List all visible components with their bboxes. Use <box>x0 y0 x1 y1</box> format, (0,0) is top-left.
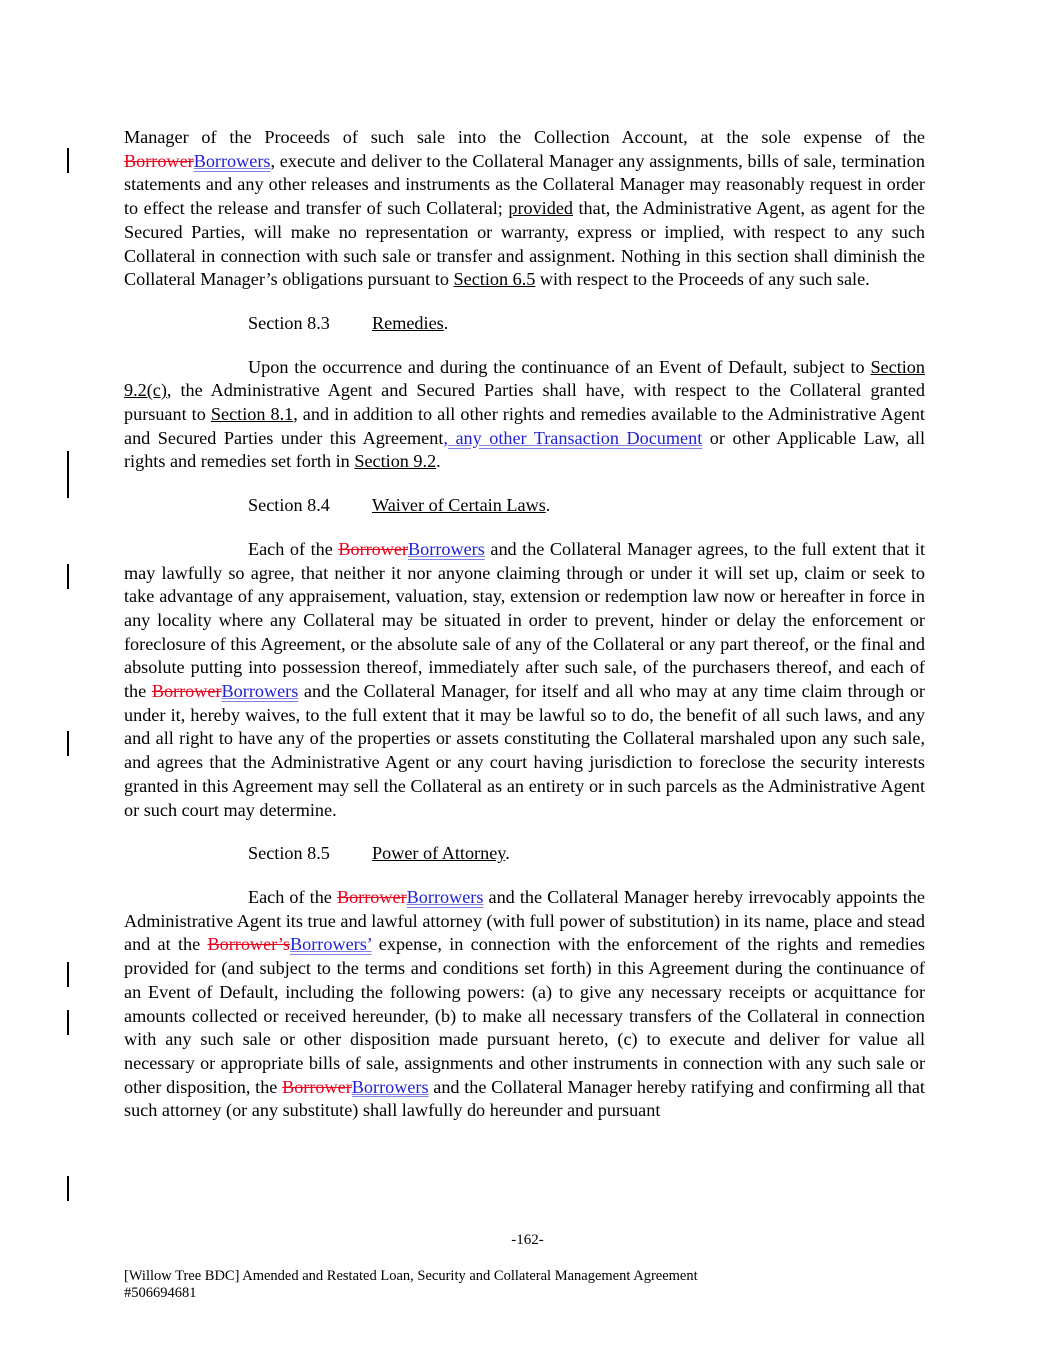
paragraph-waiver: Each of the BorrowerBorrowers and the Collateral Manager agrees, to the full extent that it may lawfully so agree, that neither it nor anyone claiming through or under it will set up, claim or seek to take advantage of any appraisement, valuation, stay, extension or redemption law now or hereafter in force in any locality where any Collateral may be situated in order to prevent, hinder or delay the enforcement or foreclosure of this Agreement, or the absolute sale of any of the Collateral or any part thereof, or the final and absolute putting into possession thereof, immediately after such sale, of the purchasers thereof, and each of the BorrowerBorrowers and the Collateral Manager, for itself and all who may at any time claim through or under it, hereby waives, to the full extent that it may be lawful so to do, the benefit of all such laws, and any and all right to have any of the properties or assets constituting the Collateral marshaled upon any such sale, and agrees that the Administrative Agent or any court having jurisdiction to foreclose the security interests granted in this Agreement may sell the Collateral as an entirety or in such parcels as the Administrative Agent or such court may determine. <box>124 538 926 820</box>
section-heading-8-4: Section 8.4 Waiver of Certain Laws. <box>248 494 925 518</box>
change-bar <box>67 451 69 498</box>
document-footer <box>124 1268 698 1302</box>
deleted-text: Borrower <box>338 538 409 559</box>
inserted-text: Borrowers <box>351 1076 429 1097</box>
section-reference[interactable]: Section 9.2(c) <box>124 356 925 401</box>
section-title: Power of Attorney <box>372 843 506 864</box>
change-bar <box>67 962 69 987</box>
change-bar <box>67 1176 69 1201</box>
inserted-text: , any other Transaction Document <box>443 427 703 448</box>
paragraph-release-collateral: Manager of the Proceeds of such sale into the Collection Account, at the sole expense of the BorrowerBorrowers, execute and deliver to the Collateral Manager any assignments, bills of sale, termination statements and any other releases and instruments as the Collateral Manager may reasonably request in order to effect the release and transfer of such Collateral; provided that, the Administrative Agent, as agent for the Secured Parties, will make no representation or warranty, express or implied, with respect to any such Collateral in connection with such sale or transfer and assignment. Nothing in this section shall diminish the Collateral Manager’s obligations pursuant to Section 6.5 with respect to the Proceeds of any such sale. <box>124 127 925 290</box>
section-heading-8-3: Section 8.3 Remedies. <box>248 312 925 336</box>
paragraph-remedies: Upon the occurrence and during the continuance of an Event of Default, subject to Section 9.2(c), the Administrative Agent and Secured Parties shall have, with respect to the Collateral granted pursuant to Section 8.1, and in addition to all other rights and remedies available to the Administrative Agent and Secured Parties under this Agreement, any other Transaction Document or other Applicable Law, all rights and remedies set forth in Section 9.2. <box>124 356 925 472</box>
section-title: Remedies <box>372 312 444 333</box>
change-bar <box>67 564 69 589</box>
section-reference[interactable]: Section 6.5 <box>453 269 536 290</box>
deleted-text: Borrower <box>336 886 407 907</box>
change-bar <box>67 148 69 173</box>
section-reference[interactable]: Section 9.2 <box>354 451 437 472</box>
paragraph-power-of-attorney: Each of the BorrowerBorrowers and the Collateral Manager hereby irrevocably appoints the Administrative Agent its true and lawful attorney (with full power of substitution) in its name, place and stead and at the Borrower’sBorrowers’ expense, in connection with the enforcement of the rights and remedies provided for (and subject to the terms and conditions set forth) in this Agreement during the continuance of an Event of Default, including the following powers: (a) to give any necessary receipts or acquittance for amounts collected or received hereunder, (b) to make all necessary transfers of the Collateral in connection with any such sale or other disposition made pursuant hereto, (c) to execute and deliver for value all necessary or appropriate bills of sale, assignments and other instruments in connection with any such sale or other disposition, the BorrowerBorrowers and the Collateral Manager hereby ratifying and confirming all that such attorney (or any substitute) shall lawfully do hereunder and pursuant <box>124 886 926 1121</box>
section-heading-8-5: Section 8.5 Power of Attorney. <box>248 842 925 866</box>
section-number: Section 8.3 <box>248 312 330 333</box>
section-number: Section 8.4 <box>248 495 330 516</box>
inserted-text: Borrowers <box>221 681 299 702</box>
inserted-text: Borrowers <box>193 150 271 171</box>
change-bar <box>67 731 69 756</box>
deleted-text: Borrower <box>282 1076 352 1097</box>
inserted-text: Borrowers’ <box>290 934 372 955</box>
footer-doc-id: #506694681 <box>124 1285 197 1301</box>
section-title: Waiver of Certain Laws <box>372 495 546 516</box>
footer-title: [Willow Tree BDC] Amended and Restated Loan, Security and Collateral Management Agreement <box>124 1268 698 1284</box>
change-bar <box>67 1010 69 1035</box>
deleted-text: Borrower <box>151 681 222 702</box>
document-page <box>124 126 925 1123</box>
inserted-text: Borrowers <box>406 886 484 907</box>
page-number: -162- <box>511 1232 544 1248</box>
provided-term: provided <box>508 198 573 219</box>
section-reference[interactable]: Section 8.1 <box>210 404 294 425</box>
inserted-text: Borrowers <box>408 538 485 559</box>
section-number: Section 8.5 <box>248 843 330 864</box>
deleted-text: Borrower <box>124 150 194 171</box>
deleted-text: Borrower’s <box>207 934 291 955</box>
